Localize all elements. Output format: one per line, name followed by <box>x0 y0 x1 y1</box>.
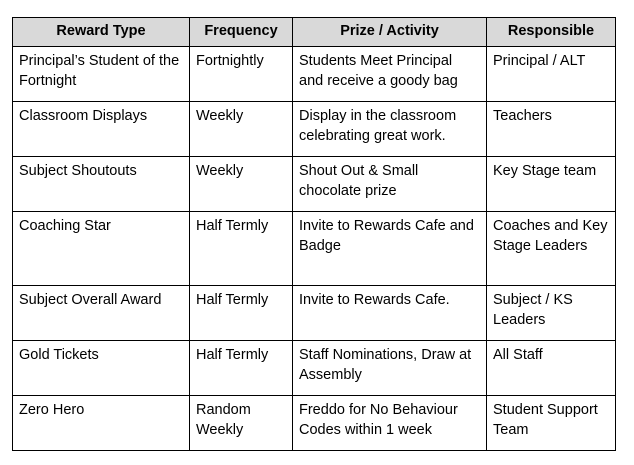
cell-responsible: Teachers <box>487 102 616 157</box>
table-row <box>13 341 616 396</box>
cell-responsible: Student Support Team <box>487 396 616 451</box>
table-row <box>13 102 616 157</box>
cell-frequency: Half Termly <box>190 341 293 396</box>
cell-frequency: Half Termly <box>190 286 293 341</box>
cell-reward-type: Zero Hero <box>13 396 190 451</box>
cell-responsible: Key Stage team <box>487 157 616 212</box>
rewards-table-container <box>12 17 616 451</box>
table-row <box>13 47 616 102</box>
cell-responsible: All Staff <box>487 341 616 396</box>
cell-frequency: Fortnightly <box>190 47 293 102</box>
cell-prize-activity: Students Meet Principal and receive a goody bag <box>293 47 487 102</box>
table-row <box>13 212 616 286</box>
cell-frequency: Random Weekly <box>190 396 293 451</box>
header-responsible: Responsible <box>487 18 616 47</box>
cell-reward-type: Subject Shoutouts <box>13 157 190 212</box>
cell-responsible: Subject / KS Leaders <box>487 286 616 341</box>
cell-prize-activity: Invite to Rewards Cafe. <box>293 286 487 341</box>
cell-frequency: Half Termly <box>190 212 293 286</box>
cell-reward-type: Classroom Displays <box>13 102 190 157</box>
table-row <box>13 396 616 451</box>
cell-prize-activity: Freddo for No Behaviour Codes within 1 week <box>293 396 487 451</box>
cell-frequency: Weekly <box>190 157 293 212</box>
rewards-table <box>12 17 616 451</box>
cell-prize-activity: Staff Nominations, Draw at Assembly <box>293 341 487 396</box>
cell-reward-type: Subject Overall Award <box>13 286 190 341</box>
cell-prize-activity: Invite to Rewards Cafe and Badge <box>293 212 487 286</box>
cell-reward-type: Gold Tickets <box>13 341 190 396</box>
cell-responsible: Principal / ALT <box>487 47 616 102</box>
header-frequency: Frequency <box>190 18 293 47</box>
cell-frequency: Weekly <box>190 102 293 157</box>
cell-responsible: Coaches and Key Stage Leaders <box>487 212 616 286</box>
header-reward-type: Reward Type <box>13 18 190 47</box>
table-header-row <box>13 18 616 47</box>
cell-reward-type: Coaching Star <box>13 212 190 286</box>
table-row <box>13 286 616 341</box>
cell-reward-type: Principal’s Student of the Fortnight <box>13 47 190 102</box>
cell-prize-activity: Shout Out & Small chocolate prize <box>293 157 487 212</box>
header-prize-activity: Prize / Activity <box>293 18 487 47</box>
cell-prize-activity: Display in the classroom celebrating great work. <box>293 102 487 157</box>
table-row <box>13 157 616 212</box>
